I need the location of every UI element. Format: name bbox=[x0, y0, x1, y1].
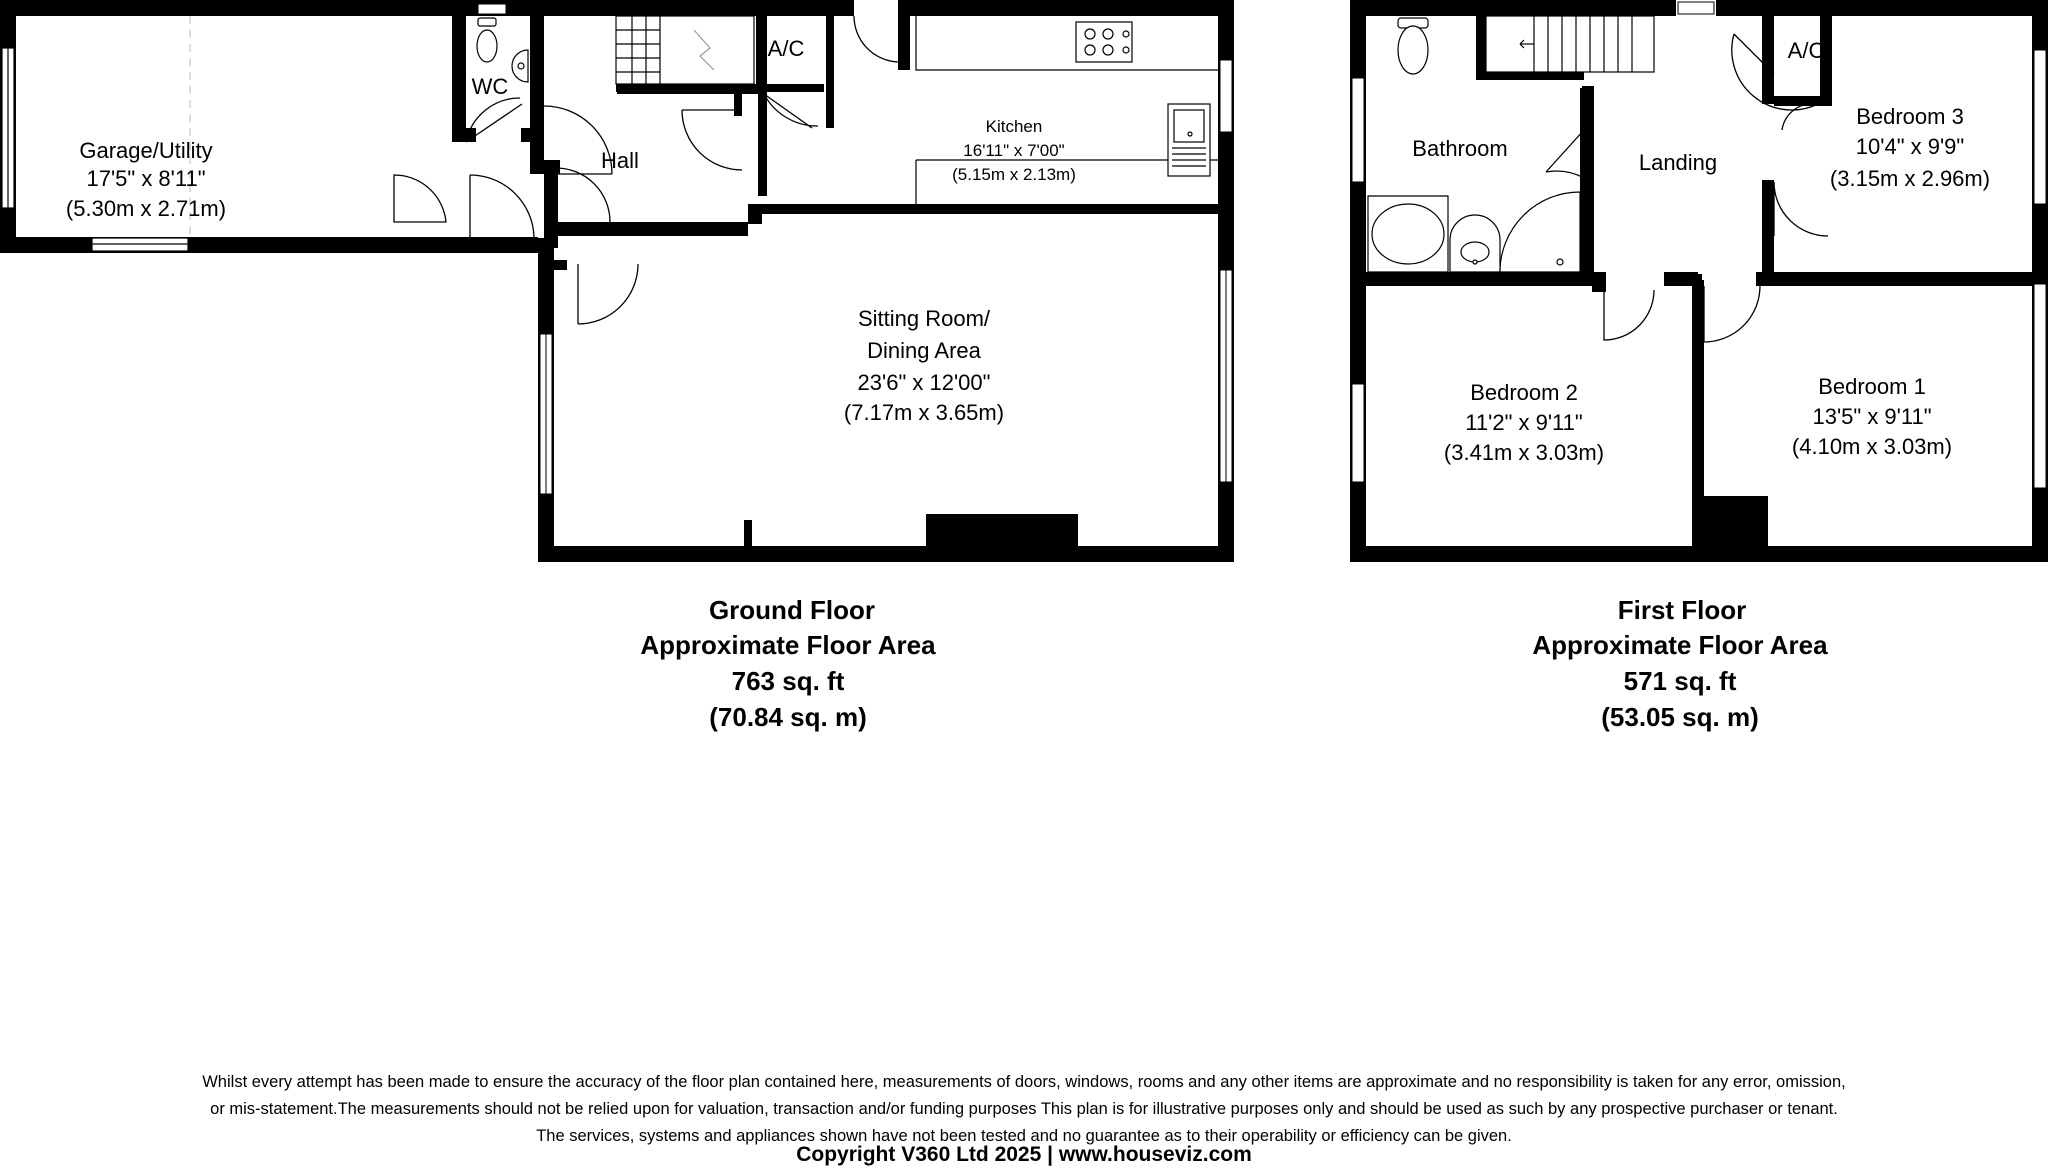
kitchen-imperial: 16'11" x 7'00" bbox=[963, 141, 1065, 160]
first-summary-subtitle: Approximate Floor Area bbox=[1532, 630, 1828, 660]
ground-floor-summary bbox=[640, 595, 936, 732]
landing-name: Landing bbox=[1638, 150, 1718, 175]
first-ac-name: A/C bbox=[1787, 38, 1825, 63]
bedroom2-metric: (3.41m x 3.03m) bbox=[1443, 440, 1605, 465]
disclaimer bbox=[0, 1069, 2048, 1150]
ground-staircase bbox=[616, 16, 754, 84]
disclaimer-line-2: or mis-statement.The measurements should not be relied upon for valuation, transaction and/or funding purposes This plan is for illustrative purposes only and should be used as such by any prospective purchaser or tenant. bbox=[210, 1100, 1838, 1118]
copyright: Copyright V360 Ltd 2025 | www.houseviz.com bbox=[796, 1143, 1252, 1166]
ground-ac-name: A/C bbox=[767, 36, 805, 61]
garage-imperial: 17'5" x 8'11" bbox=[86, 166, 206, 191]
kitchen-door-swing bbox=[854, 16, 898, 62]
basin-icon bbox=[512, 50, 528, 82]
ground-summary-sqft: 763 sq. ft bbox=[731, 666, 845, 696]
ground-summary-title: Ground Floor bbox=[708, 595, 876, 625]
garage-name: Garage/Utility bbox=[79, 138, 213, 163]
bedroom1-metric: (4.10m x 3.03m) bbox=[1791, 434, 1953, 459]
bedroom2-name: Bedroom 2 bbox=[1470, 380, 1578, 405]
bath-toilet-icon bbox=[1398, 18, 1428, 74]
ac-door-swing bbox=[764, 94, 818, 128]
sitting-imperial: 23'6" x 12'00" bbox=[857, 370, 991, 395]
first-floor-plan bbox=[1350, 0, 2048, 562]
bathroom-basin-icon bbox=[1450, 215, 1500, 272]
bathtub-icon bbox=[1368, 196, 1448, 272]
garage-door-swing bbox=[394, 175, 446, 222]
bedroom3-name: Bedroom 3 bbox=[1856, 104, 1964, 129]
bedroom1-door-swing bbox=[1704, 286, 1760, 342]
kitchen-hall-door-swing bbox=[682, 110, 742, 170]
stair-wall bbox=[616, 84, 756, 92]
kitchen-window bbox=[1220, 60, 1232, 132]
toilet-icon bbox=[477, 18, 497, 62]
sitting-name-1: Sitting Room/ bbox=[857, 306, 991, 331]
lobby-door-swing-right bbox=[556, 168, 610, 222]
kitchen-name: Kitchen bbox=[985, 117, 1043, 136]
shower-icon bbox=[1500, 192, 1580, 272]
wc-name: WC bbox=[471, 74, 509, 99]
hob-icon bbox=[1076, 22, 1132, 62]
disclaimer-line-3: The services, systems and appliances shown have not been tested and no guarantee as to their operability or efficiency can be given. bbox=[536, 1127, 1512, 1145]
first-staircase bbox=[1486, 16, 1654, 72]
bedroom3-imperial: 10'4" x 9'9" bbox=[1855, 134, 1965, 159]
sitting-metric: (7.17m x 3.65m) bbox=[843, 400, 1005, 425]
sitting-door-swing bbox=[578, 264, 638, 324]
lobby-door-swing bbox=[470, 175, 534, 237]
kitchen-metric: (5.15m x 2.13m) bbox=[952, 165, 1076, 184]
bedroom1-imperial: 13'5" x 9'11" bbox=[1812, 404, 1932, 429]
first-summary-sqft: 571 sq. ft bbox=[1623, 666, 1737, 696]
wc-window bbox=[478, 4, 506, 14]
kitchen-walls bbox=[842, 0, 910, 70]
first-floor-summary bbox=[1532, 595, 1828, 732]
ground-summary-subtitle: Approximate Floor Area bbox=[640, 630, 936, 660]
bedroom2-door-swing bbox=[1604, 290, 1654, 340]
bedroom2-imperial: 11'2" x 9'11" bbox=[1465, 410, 1583, 435]
first-interior-walls bbox=[1366, 16, 2032, 546]
bedroom3-metric: (3.15m x 2.96m) bbox=[1829, 166, 1991, 191]
bathroom-door-swing bbox=[1546, 130, 1584, 178]
sitting-name-2: Dining Area bbox=[867, 338, 981, 363]
ground-ac-cupboard bbox=[756, 16, 834, 128]
hall-name: Hall bbox=[601, 148, 639, 173]
disclaimer-line-1: Whilst every attempt has been made to ensure the accuracy of the floor plan contained here, measurements of doors, windows, rooms and any other items are approximate and no responsibility is taken for any error, omission, bbox=[202, 1073, 1846, 1091]
bedroom1-name: Bedroom 1 bbox=[1818, 374, 1926, 399]
bathroom-name: Bathroom bbox=[1412, 136, 1508, 161]
first-summary-title: First Floor bbox=[1617, 595, 1747, 625]
first-summary-sqm: (53.05 sq. m) bbox=[1601, 702, 1759, 732]
bedroom3-door-swing bbox=[1774, 182, 1828, 236]
ground-summary-sqm: (70.84 sq. m) bbox=[709, 702, 867, 732]
ground-floor-plan bbox=[0, 0, 1234, 562]
sink-icon bbox=[1168, 104, 1210, 176]
garage-metric: (5.30m x 2.71m) bbox=[65, 196, 227, 221]
